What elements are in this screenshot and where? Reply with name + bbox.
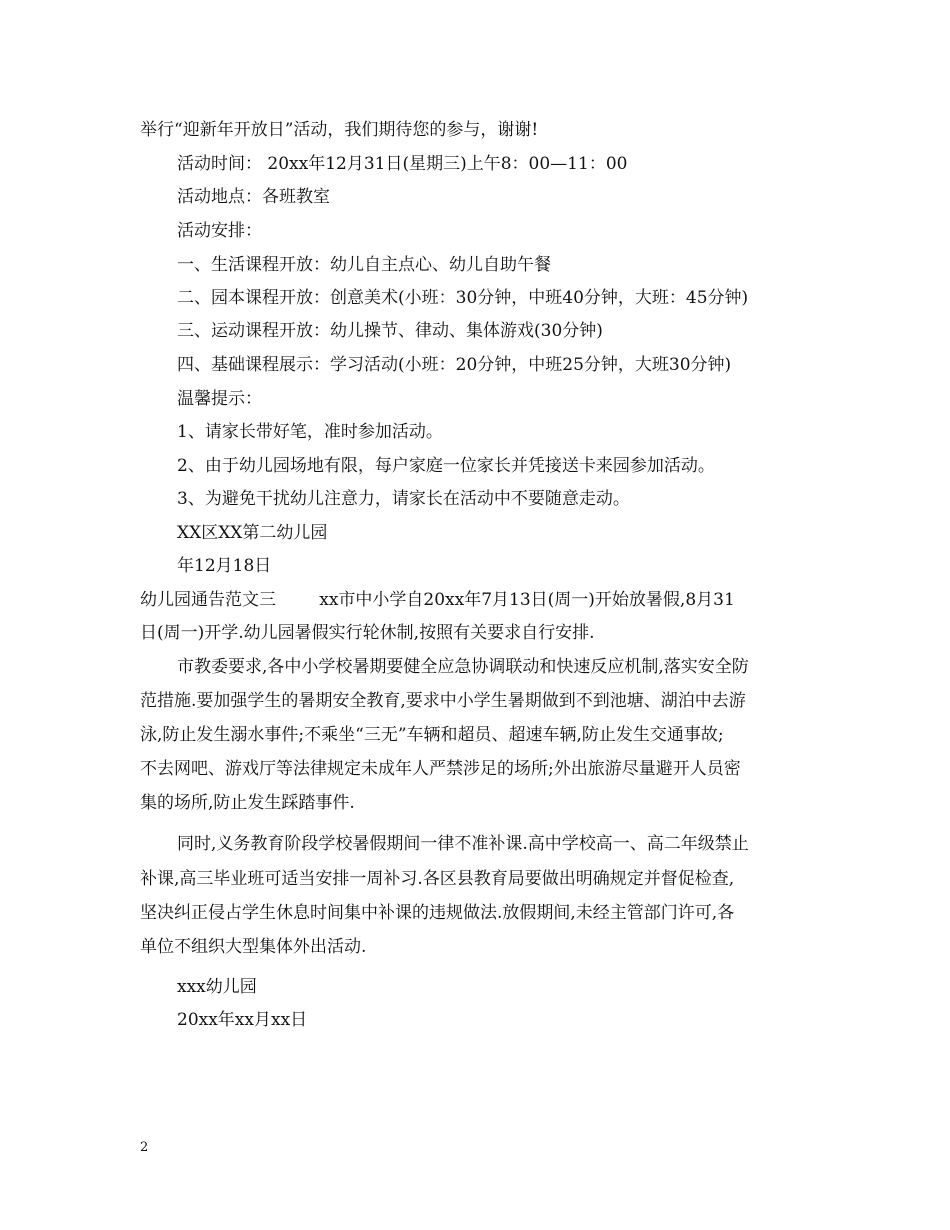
text-line: 年12月18日: [177, 556, 272, 576]
text-line: 举行“迎新年开放日”活动，我们期待您的参与，谢谢!: [140, 120, 539, 140]
text-line: 日(周一)开学.幼儿园暑假实行轮休制,按照有关要求自行安排.: [140, 623, 595, 643]
text-line: 1、请家长带好笔，准时参加活动。: [177, 422, 443, 442]
text-line: 坚决纠正侵占学生休息时间集中补课的违规做法.放假期间,未经主管部门许可,各: [140, 903, 735, 923]
text-line: 2、由于幼儿园场地有限，每户家庭一位家长并凭接送卡来园参加活动。: [177, 456, 715, 476]
text-line: xxx幼儿园: [177, 977, 257, 997]
text-line: 同时,义务教育阶段学校暑假期间一律不准补课.高中学校高一、高二年级禁止: [177, 834, 749, 854]
text-line: 20xx年xx月xx日: [177, 1010, 308, 1030]
text-line: 四、基础课程展示：学习活动(小班：20分钟，中班25分钟，大班30分钟): [177, 355, 732, 375]
text-line: 一、生活课程开放：幼儿自主点心、幼儿自助午餐: [177, 255, 551, 275]
text-line: 市教委要求,各中小学校暑期要健全应急协调联动和快速反应机制,落实安全防: [177, 657, 749, 677]
text-line: 三、运动课程开放：幼儿操节、律动、集体游戏(30分钟): [177, 321, 603, 341]
text-line: XX区XX第二幼儿园: [177, 523, 328, 543]
text-line: 集的场所,防止发生踩踏事件.: [140, 793, 355, 813]
text-line: 幼儿园通告范文三 xx市中小学自20xx年7月13日(周一)开始放暑假,8月31: [140, 590, 735, 610]
text-line: 活动安排：: [177, 221, 262, 241]
text-line: 活动地点：各班教室: [177, 187, 330, 207]
text-line: 补课,高三毕业班可适当安排一周补习.各区县教育局要做出明确规定并督促检查,: [140, 869, 735, 889]
text-line: 范措施.要加强学生的暑期安全教育,要求中小学生暑期做到不到池塘、湖泊中去游: [140, 691, 746, 711]
text-line: 活动时间： 20xx年12月31日(星期三)上午8：00—11：00: [177, 154, 628, 174]
text-line: 泳,防止发生溺水事件;不乘坐“三无”车辆和超员、超速车辆,防止发生交通事故;: [140, 725, 724, 745]
text-line: 3、为避免干扰幼儿注意力，请家长在活动中不要随意走动。: [177, 489, 630, 509]
text-line: 单位不组织大型集体外出活动.: [140, 937, 367, 957]
text-line: 二、园本课程开放：创意美术(小班：30分钟，中班40分钟，大班：45分钟): [177, 288, 749, 308]
text-line: 温馨提示：: [177, 389, 262, 409]
text-line: 不去网吧、游戏厅等法律规定未成年人严禁涉足的场所;外出旅游尽量避开人员密: [140, 759, 741, 779]
page-number: 2: [140, 1140, 149, 1155]
